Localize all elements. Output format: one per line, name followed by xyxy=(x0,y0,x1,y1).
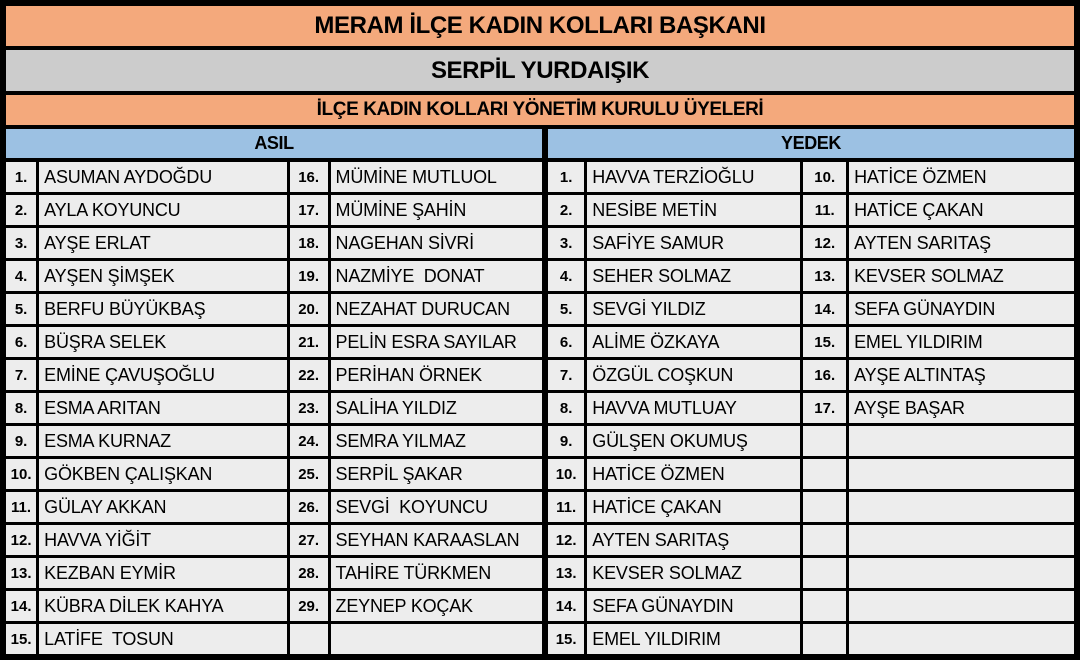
member-name-cell: HATİCE ÇAKAN xyxy=(586,491,802,524)
member-no-cell: 19. xyxy=(288,260,329,293)
member-name-cell: HATİCE ÇAKAN xyxy=(848,194,1077,227)
president-row xyxy=(3,48,1077,93)
member-name-cell: HAVVA TERZİOĞLU xyxy=(586,160,802,194)
member-no-cell: 4. xyxy=(545,260,586,293)
member-no-cell: 4. xyxy=(3,260,38,293)
member-name-cell: ZEYNEP KOÇAK xyxy=(329,590,545,623)
member-no-cell: 3. xyxy=(545,227,586,260)
table-row xyxy=(3,392,1077,425)
member-no-cell: 12. xyxy=(545,524,586,557)
section-header-yedek: YEDEK xyxy=(545,127,1077,160)
member-no-cell: 22. xyxy=(288,359,329,392)
member-no-cell: 7. xyxy=(545,359,586,392)
member-name-cell: AYŞE ERLAT xyxy=(38,227,289,260)
member-name-cell: GÜLAY AKKAN xyxy=(38,491,289,524)
member-name-cell xyxy=(848,557,1077,590)
member-no-cell: 7. xyxy=(3,359,38,392)
member-name-cell: AYTEN SARITAŞ xyxy=(848,227,1077,260)
member-name-cell: ÖZGÜL COŞKUN xyxy=(586,359,802,392)
member-no-cell: 11. xyxy=(3,491,38,524)
table-row xyxy=(3,557,1077,590)
member-name-cell: HAVVA MUTLUAY xyxy=(586,392,802,425)
member-no-cell: 16. xyxy=(802,359,848,392)
member-no-cell: 10. xyxy=(802,160,848,194)
member-no-cell xyxy=(802,623,848,658)
member-name-cell: SEYHAN KARAASLAN xyxy=(329,524,545,557)
member-no-cell: 2. xyxy=(3,194,38,227)
member-no-cell: 15. xyxy=(802,326,848,359)
member-name-cell: ESMA KURNAZ xyxy=(38,425,289,458)
member-no-cell: 29. xyxy=(288,590,329,623)
member-no-cell: 25. xyxy=(288,458,329,491)
member-no-cell xyxy=(802,590,848,623)
member-name-cell: SEHER SOLMAZ xyxy=(586,260,802,293)
member-no-cell: 8. xyxy=(3,392,38,425)
member-name-cell: SERPİL ŞAKAR xyxy=(329,458,545,491)
member-no-cell: 12. xyxy=(3,524,38,557)
member-name-cell: SEMRA YILMAZ xyxy=(329,425,545,458)
member-name-cell: KEZBAN EYMİR xyxy=(38,557,289,590)
member-no-cell: 16. xyxy=(288,160,329,194)
member-name-cell: SAFİYE SAMUR xyxy=(586,227,802,260)
member-no-cell: 14. xyxy=(545,590,586,623)
table-row xyxy=(3,590,1077,623)
member-no-cell: 17. xyxy=(288,194,329,227)
member-no-cell: 24. xyxy=(288,425,329,458)
member-no-cell: 13. xyxy=(3,557,38,590)
member-no-cell: 6. xyxy=(545,326,586,359)
member-no-cell: 5. xyxy=(545,293,586,326)
member-no-cell: 14. xyxy=(3,590,38,623)
board-title: İLÇE KADIN KOLLARI YÖNETİM KURULU ÜYELERİ xyxy=(3,93,1077,127)
table-row xyxy=(3,260,1077,293)
member-no-cell: 10. xyxy=(545,458,586,491)
member-no-cell: 9. xyxy=(545,425,586,458)
member-name-cell: HAVVA YİĞİT xyxy=(38,524,289,557)
member-name-cell: ESMA ARITAN xyxy=(38,392,289,425)
member-name-cell xyxy=(329,623,545,658)
member-no-cell xyxy=(802,425,848,458)
member-name-cell: HATİCE ÖZMEN xyxy=(586,458,802,491)
member-name-cell: BÜŞRA SELEK xyxy=(38,326,289,359)
member-no-cell: 5. xyxy=(3,293,38,326)
member-no-cell xyxy=(288,623,329,658)
member-name-cell: EMEL YILDIRIM xyxy=(586,623,802,658)
member-name-cell: AYŞEN ŞİMŞEK xyxy=(38,260,289,293)
member-name-cell: BERFU BÜYÜKBAŞ xyxy=(38,293,289,326)
member-name-cell xyxy=(848,590,1077,623)
member-no-cell: 12. xyxy=(802,227,848,260)
member-name-cell: KEVSER SOLMAZ xyxy=(848,260,1077,293)
table-row xyxy=(3,160,1077,194)
member-no-cell: 11. xyxy=(545,491,586,524)
table-row xyxy=(3,359,1077,392)
member-name-cell xyxy=(848,458,1077,491)
member-name-cell: PERİHAN ÖRNEK xyxy=(329,359,545,392)
member-name-cell: ALİME ÖZKAYA xyxy=(586,326,802,359)
member-no-cell: 15. xyxy=(3,623,38,658)
board-title-row xyxy=(3,93,1077,127)
member-no-cell: 10. xyxy=(3,458,38,491)
table-row xyxy=(3,425,1077,458)
member-no-cell: 8. xyxy=(545,392,586,425)
member-name-cell xyxy=(848,491,1077,524)
member-name-cell: ASUMAN AYDOĞDU xyxy=(38,160,289,194)
member-name-cell: PELİN ESRA SAYILAR xyxy=(329,326,545,359)
table-row xyxy=(3,293,1077,326)
member-no-cell: 21. xyxy=(288,326,329,359)
member-no-cell: 13. xyxy=(545,557,586,590)
member-name-cell: NESİBE METİN xyxy=(586,194,802,227)
member-name-cell: HATİCE ÖZMEN xyxy=(848,160,1077,194)
member-no-cell: 28. xyxy=(288,557,329,590)
title-row xyxy=(3,3,1077,48)
table-row xyxy=(3,194,1077,227)
member-name-cell: SEFA GÜNAYDIN xyxy=(586,590,802,623)
member-no-cell: 1. xyxy=(545,160,586,194)
member-no-cell: 14. xyxy=(802,293,848,326)
table-row xyxy=(3,623,1077,658)
section-header-row xyxy=(3,127,1077,160)
member-name-cell: EMEL YILDIRIM xyxy=(848,326,1077,359)
table-row xyxy=(3,227,1077,260)
member-no-cell: 26. xyxy=(288,491,329,524)
member-name-cell xyxy=(848,623,1077,658)
member-name-cell: SEFA GÜNAYDIN xyxy=(848,293,1077,326)
member-name-cell xyxy=(848,425,1077,458)
member-name-cell: KÜBRA DİLEK KAHYA xyxy=(38,590,289,623)
member-no-cell: 1. xyxy=(3,160,38,194)
member-name-cell: EMİNE ÇAVUŞOĞLU xyxy=(38,359,289,392)
member-no-cell: 23. xyxy=(288,392,329,425)
member-no-cell: 20. xyxy=(288,293,329,326)
page-title: MERAM İLÇE KADIN KOLLARI BAŞKANI xyxy=(3,3,1077,48)
member-no-cell: 15. xyxy=(545,623,586,658)
member-name-cell: AYTEN SARITAŞ xyxy=(586,524,802,557)
member-name-cell: SEVGİ YILDIZ xyxy=(586,293,802,326)
member-no-cell: 9. xyxy=(3,425,38,458)
member-name-cell: MÜMİNE ŞAHİN xyxy=(329,194,545,227)
member-no-cell: 27. xyxy=(288,524,329,557)
member-name-cell: AYLA KOYUNCU xyxy=(38,194,289,227)
member-name-cell: GÜLŞEN OKUMUŞ xyxy=(586,425,802,458)
member-name-cell: KEVSER SOLMAZ xyxy=(586,557,802,590)
member-no-cell xyxy=(802,458,848,491)
member-name-cell: AYŞE BAŞAR xyxy=(848,392,1077,425)
table-row xyxy=(3,326,1077,359)
section-header-asil: ASIL xyxy=(3,127,545,160)
member-name-cell: NEZAHAT DURUCAN xyxy=(329,293,545,326)
member-no-cell: 6. xyxy=(3,326,38,359)
member-no-cell: 11. xyxy=(802,194,848,227)
member-name-cell: NAZMİYE DONAT xyxy=(329,260,545,293)
member-name-cell: SALİHA YILDIZ xyxy=(329,392,545,425)
member-name-cell: NAGEHAN SİVRİ xyxy=(329,227,545,260)
member-no-cell xyxy=(802,524,848,557)
member-no-cell xyxy=(802,557,848,590)
table-row xyxy=(3,491,1077,524)
member-name-cell xyxy=(848,524,1077,557)
member-name-cell: TAHİRE TÜRKMEN xyxy=(329,557,545,590)
president-name: SERPİL YURDAIŞIK xyxy=(3,48,1077,93)
member-no-cell: 18. xyxy=(288,227,329,260)
members-table-body xyxy=(3,160,1077,657)
member-no-cell: 17. xyxy=(802,392,848,425)
member-no-cell xyxy=(802,491,848,524)
member-name-cell: AYŞE ALTINTAŞ xyxy=(848,359,1077,392)
member-name-cell: MÜMİNE MUTLUOL xyxy=(329,160,545,194)
member-name-cell: SEVGİ KOYUNCU xyxy=(329,491,545,524)
member-no-cell: 3. xyxy=(3,227,38,260)
member-no-cell: 13. xyxy=(802,260,848,293)
member-no-cell: 2. xyxy=(545,194,586,227)
member-name-cell: LATİFE TOSUN xyxy=(38,623,289,658)
table-row xyxy=(3,458,1077,491)
table-row xyxy=(3,524,1077,557)
member-name-cell: GÖKBEN ÇALIŞKAN xyxy=(38,458,289,491)
